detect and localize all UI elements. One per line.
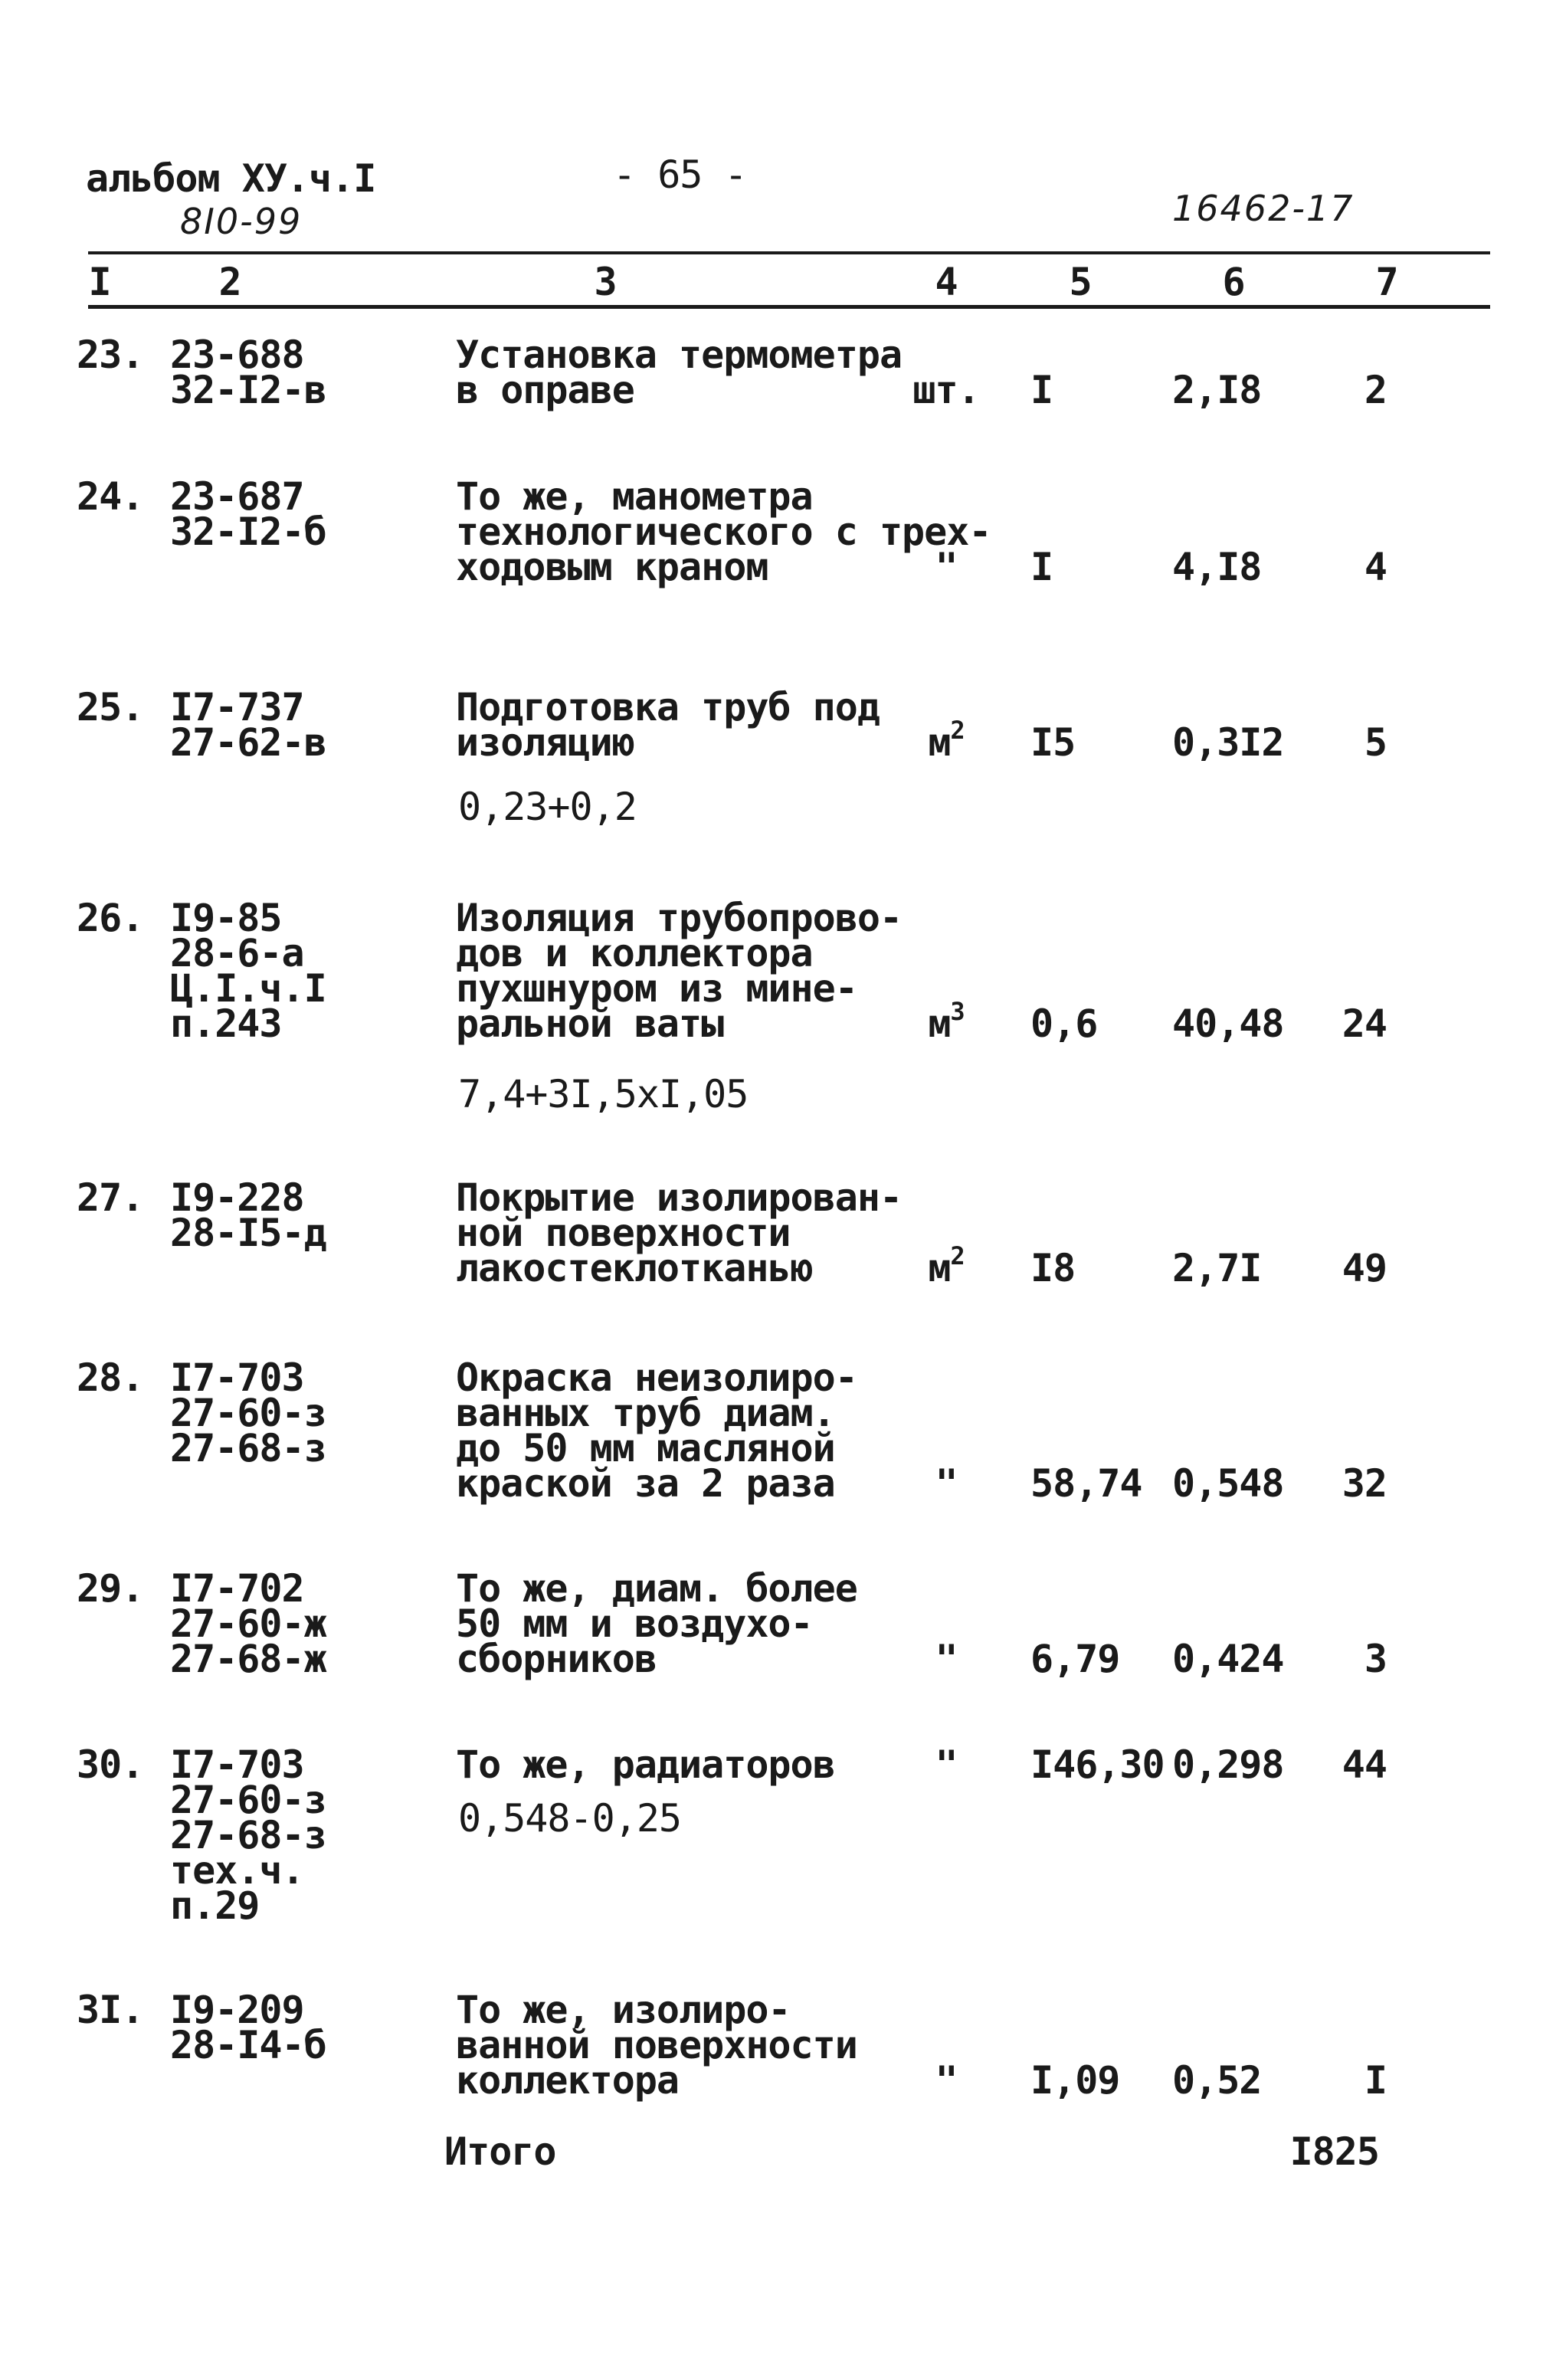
row-number: 28. [77,1356,144,1400]
unit-text: " [935,1461,958,1506]
album-number-handwritten: 8I0-99 [180,201,303,242]
rate-code: I7-737 [170,685,304,729]
rate-code: I7-702 [170,1566,304,1611]
work-description: лакостеклотканью [456,1246,813,1290]
rate-code: 27-68-з [170,1426,326,1470]
work-description: То же, изолиро- [456,1988,791,2032]
rate-code: п.29 [170,1883,260,1928]
unit-exponent: 2 [950,1241,965,1270]
quantity: 6,79 [1030,1637,1120,1681]
col-header-4: 4 [935,260,958,304]
row-number: 25. [77,685,144,729]
calculation-note: 0,23+0,2 [458,785,637,829]
unit [904,545,988,589]
rate-code: 32-I2-б [170,510,326,554]
work-description: ходовым краном [456,545,768,589]
work-description: до 50 мм масляной [456,1426,835,1470]
work-description: изоляцию [456,720,634,765]
unit-price: 2,I8 [1172,368,1262,412]
rate-code: I9-209 [170,1988,304,2032]
col-header-6: 6 [1222,260,1245,304]
quantity: I46,30 [1030,1742,1165,1787]
header-bottom-rule [88,305,1490,309]
unit-text: м [928,1002,951,1046]
unit-price: 0,298 [1172,1742,1284,1787]
work-description: То же, радиаторов [456,1742,835,1787]
rate-code: тех.ч. [170,1848,304,1893]
page-number: - 65 - [613,152,747,197]
rate-code: п.243 [170,1002,282,1046]
line-total: 2 [1364,368,1387,412]
rate-code: I7-703 [170,1742,304,1787]
unit-text: м [928,720,951,765]
line-total: 49 [1342,1246,1387,1290]
quantity: I5 [1030,720,1076,765]
unit-text: " [935,545,958,589]
work-description: Окраска неизолиро- [456,1356,857,1400]
work-description: ной поверхности [456,1211,791,1255]
unit [904,1241,988,1290]
col-header-2: 2 [218,260,241,304]
unit-price: 2,7I [1172,1246,1262,1290]
quantity: I8 [1030,1246,1076,1290]
line-total: 24 [1342,1002,1387,1046]
unit-text: " [935,2058,958,2103]
album-label: альбом ХУ.ч.I [86,156,376,201]
work-description: Установка термометра [456,333,903,377]
unit-price: 40,48 [1172,1002,1284,1046]
line-total: 32 [1342,1461,1387,1506]
unit [904,1461,988,1506]
work-description: Изоляция трубопрово- [456,896,903,940]
unit [904,368,988,412]
quantity: I [1030,545,1053,589]
rate-code: 27-62-в [170,720,326,765]
header-top-rule [88,251,1490,254]
work-description: ванной поверхности [456,2023,857,2067]
work-description: пухшнуром из мине- [456,966,857,1011]
unit-price: 4,I8 [1172,545,1262,589]
col-header-3: 3 [594,260,617,304]
row-number: 30. [77,1742,144,1787]
row-number: 26. [77,896,144,940]
work-description: Покрытие изолирован- [456,1175,903,1220]
work-description: коллектора [456,2058,680,2103]
unit-exponent: 2 [950,716,965,745]
work-description: 50 мм и воздухо- [456,1601,813,1646]
rate-code: I7-703 [170,1356,304,1400]
rate-code: 28-I5-д [170,1211,326,1255]
line-total: 4 [1364,545,1387,589]
work-description: краской за 2 раза [456,1461,835,1506]
row-number: 29. [77,1566,144,1611]
unit-price: 0,548 [1172,1461,1284,1506]
rate-code: 27-60-ж [170,1601,326,1646]
rate-code: 23-688 [170,333,304,377]
calculation-note: 0,548-0,25 [458,1796,682,1841]
unit [904,716,988,765]
line-total: 3 [1364,1637,1387,1681]
work-description: То же, манометра [456,474,813,519]
unit [904,997,988,1046]
line-total: 44 [1342,1742,1387,1787]
rate-code: I9-85 [170,896,282,940]
unit-price: 0,52 [1172,2058,1262,2103]
work-description: То же, диам. более [456,1566,857,1611]
rate-code: 27-68-з [170,1813,326,1857]
unit-text: " [935,1742,958,1787]
quantity: 58,74 [1030,1461,1142,1506]
col-header-5: 5 [1069,260,1092,304]
work-description: технологического с трех- [456,510,991,554]
unit [904,1742,988,1787]
quantity: 0,6 [1030,1002,1098,1046]
rate-code: 28-I4-б [170,2023,326,2067]
work-description: ральной ваты [456,1002,724,1046]
grand-total: I825 [1289,2129,1379,2174]
document-number-handwritten: 16462-17 [1172,188,1355,229]
quantity: I [1030,368,1053,412]
row-number: 27. [77,1175,144,1220]
rate-code: 32-I2-в [170,368,326,412]
rate-code: 27-60-з [170,1391,326,1435]
work-description: сборников [456,1637,657,1681]
calculation-note: 7,4+3I,5xI,05 [458,1072,749,1116]
unit-exponent: 3 [950,997,965,1026]
rate-code: Ц.I.ч.I [170,966,326,1011]
line-total: I [1364,2058,1387,2103]
unit-price: 0,3I2 [1172,720,1284,765]
work-description: дов и коллектора [456,931,813,975]
work-description: в оправе [456,368,634,412]
quantity: I,09 [1030,2058,1120,2103]
work-description: Подготовка труб под [456,685,880,729]
total-label: Итого [444,2129,556,2174]
unit [904,2058,988,2103]
row-number: 24. [77,474,144,519]
work-description: ванных труб диам. [456,1391,835,1435]
col-header-1: I [88,260,111,304]
row-number: 23. [77,333,144,377]
unit-text: " [935,1637,958,1681]
rate-code: I9-228 [170,1175,304,1220]
rate-code: 27-68-ж [170,1637,326,1681]
unit [904,1637,988,1681]
rate-code: 28-6-а [170,931,304,975]
rate-code: 23-687 [170,474,304,519]
row-number: 3I. [77,1988,144,2032]
line-total: 5 [1364,720,1387,765]
unit-price: 0,424 [1172,1637,1284,1681]
unit-text: м [928,1246,951,1290]
unit-text: шт. [912,368,980,412]
rate-code: 27-60-з [170,1778,326,1822]
col-header-7: 7 [1375,260,1398,304]
